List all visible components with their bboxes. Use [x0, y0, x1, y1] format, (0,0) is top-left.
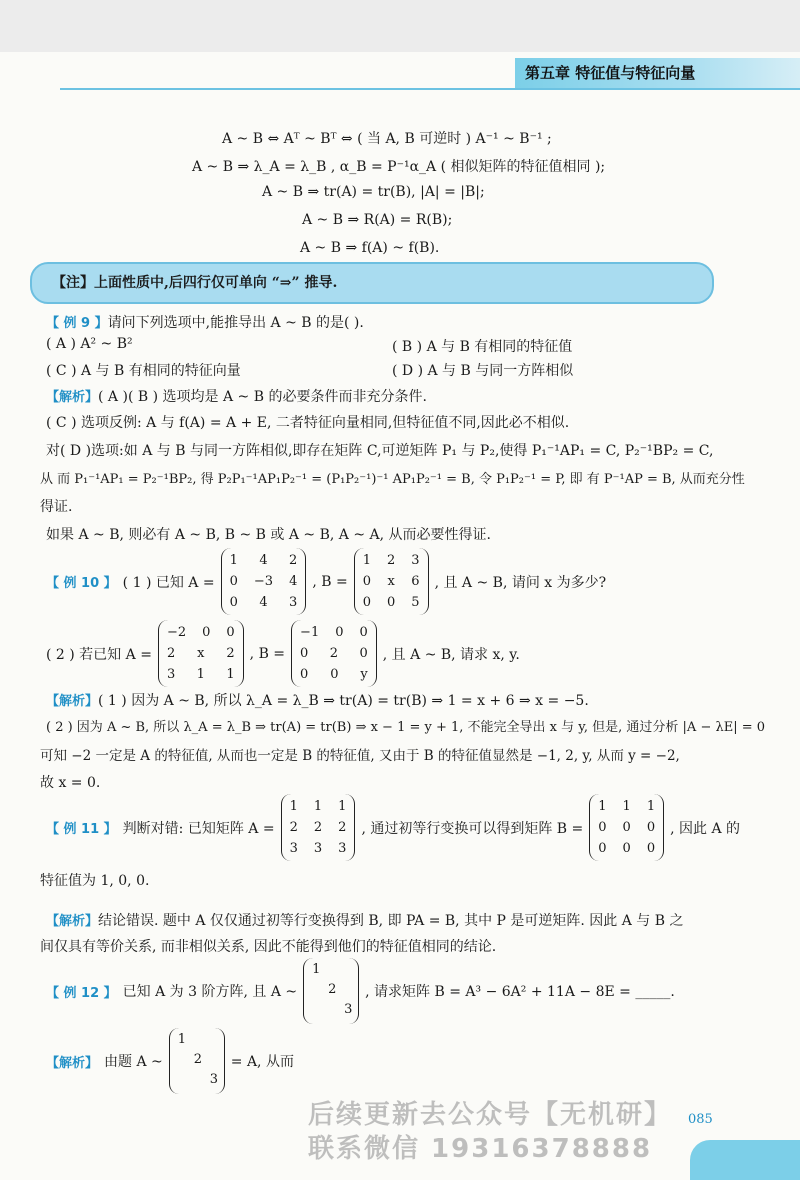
matrix-cell: 1	[338, 799, 347, 814]
example-9-solution-4: 从 而 P₁⁻¹AP₁ = P₂⁻¹BP₂, 得 P₂P₁⁻¹AP₁P₂⁻¹ = (P₁P₂⁻¹)⁻¹ AP₁P₂⁻¹ = B, 令 P₁P₂⁻¹ = P, 即 有 P⁻¹AP = B, 从而充分性	[40, 472, 745, 487]
property-line-5: A ~ B ⇒ f(A) ~ f(B).	[300, 240, 440, 256]
matrix-b	[354, 548, 429, 615]
solution-text: ( A )( B ) 选项均是 A ~ B 的必要条件而非充分条件.	[98, 389, 427, 405]
matrix-cell: 0	[229, 595, 238, 610]
example-11-tag: 【 例 11 】	[46, 822, 117, 837]
matrix-cell: 1	[646, 799, 656, 814]
option-c: ( C ) A 与 B 有相同的特征向量	[46, 363, 241, 379]
corner-decoration	[690, 1140, 800, 1180]
matrix-cell: 0	[202, 625, 211, 640]
matrix-cell: 2	[313, 820, 323, 835]
example-9-text: 请问下列选项中,能推导出 A ~ B 的是( ).	[107, 315, 364, 331]
matrix-cell: 3	[209, 1072, 219, 1087]
matrix-cell: 0	[330, 667, 339, 682]
matrix-cell: 0	[359, 646, 368, 661]
example-12-question	[46, 958, 675, 1024]
matrix-cell: 1	[362, 553, 371, 568]
option-a: ( A ) A² ~ B²	[46, 336, 133, 352]
matrix-cell: −1	[300, 625, 320, 640]
matrix-cell: 1	[177, 1032, 187, 1047]
matrix-cell: 0	[359, 625, 368, 640]
matrix-a3	[281, 794, 356, 861]
example-11-line-2: 特征值为 1, 0, 0.	[40, 873, 150, 889]
matrix-cell: 1	[598, 799, 607, 814]
matrix-cell: 3	[411, 553, 420, 568]
example-9-solution-3: 对( D )选项:如 A 与 B 与同一方阵相似,即存在矩阵 C,可逆矩阵 P₁ 与 P₂,使得 P₁⁻¹AP₁ = C, P₂⁻¹BP₂ = C,	[46, 443, 714, 459]
matrix-cell: 3	[289, 841, 298, 856]
property-line-2: A ~ B ⇒ λ_A = λ_B , α_B = P⁻¹α_A ( 相似矩阵的特征值相同 );	[192, 159, 606, 175]
matrix-cell: x	[197, 646, 205, 661]
matrix-cell: 3	[344, 1002, 353, 1017]
b-equals: , B =	[249, 645, 286, 662]
matrix-cell: 2	[193, 1052, 203, 1067]
example-10-part2-suffix: , 且 A ~ B, 请求 x, y.	[382, 646, 520, 663]
matrix-cell: 0	[229, 574, 238, 589]
example-11-solution-1	[46, 910, 684, 930]
matrix-b2	[291, 620, 377, 687]
matrix-cell: −3	[253, 574, 274, 589]
example-12-solution	[46, 1028, 294, 1094]
example-10-solution-3: 可知 −2 一定是 A 的特征值, 从而也一定是 B 的特征值, 又由于 B 的特征值显然是 −1, 2, y, 从而 y = −2,	[40, 748, 680, 764]
top-margin	[0, 0, 800, 52]
matrix-cell: 2	[226, 646, 235, 661]
solution-tag: 【解析】	[46, 390, 99, 405]
solution-tag: 【解析】	[46, 1055, 99, 1071]
example-11-prefix: 判断对错: 已知矩阵 A =	[122, 820, 275, 837]
option-d: ( D ) A 与 B 与同一方阵相似	[392, 363, 574, 379]
example-10-part1-prefix: ( 1 ) 已知 A =	[122, 574, 215, 591]
matrix-cell: 1	[196, 667, 205, 682]
example-10-tag: 【 例 10 】	[46, 576, 117, 591]
matrix-cell: 2	[329, 646, 339, 661]
matrix-cell: 0	[646, 820, 656, 835]
example-10-part-1	[46, 548, 606, 615]
matrix-cell: 4	[259, 595, 268, 610]
note-text: 【注】上面性质中,后四行仅可单向 “⇒” 推导.	[52, 275, 338, 291]
solution-suffix: = A, 从而	[230, 1054, 294, 1070]
header-rule	[60, 88, 800, 90]
matrix-cell: 0	[362, 574, 371, 589]
example-11-middle: , 通过初等行变换可以得到矩阵 B =	[361, 820, 584, 837]
solution-text: ( 1 ) 因为 A ~ B, 所以 λ_A = λ_B ⇒ tr(A) = tr(B) ⇒ 1 = x + 6 ⇒ x = −5.	[98, 693, 589, 709]
example-9-solution-5: 得证.	[40, 499, 73, 515]
matrix-cell: 0	[226, 625, 235, 640]
example-12-suffix: , 请求矩阵 B = A³ − 6A² + 11A − 8E = _____.	[365, 984, 675, 1000]
chapter-title: 第五章 特征值与特征向量	[525, 64, 696, 82]
example-9-tag: 【 例 9 】	[46, 316, 108, 331]
example-12-tag: 【 例 12 】	[46, 985, 117, 1001]
matrix-cell: 0	[646, 841, 656, 856]
matrix-cell: 2	[338, 820, 347, 835]
matrix-cell: x	[387, 574, 395, 589]
matrix-cell: 2	[387, 553, 396, 568]
matrix-cell: 0	[598, 841, 607, 856]
example-9-solution-2: ( C ) 选项反例: A 与 f(A) = A + E, 二者特征向量相同,但特征值不同,因此必不相似.	[46, 415, 570, 431]
example-9-solution-1	[46, 386, 427, 406]
example-12-prefix: 已知 A 为 3 阶方阵, 且 A ~	[122, 984, 298, 1000]
matrix-cell: 4	[259, 553, 268, 568]
example-10-part-2	[46, 620, 520, 687]
diagonal-matrix	[169, 1028, 225, 1094]
matrix-cell: 4	[289, 574, 298, 589]
matrix-cell: 2	[166, 646, 176, 661]
matrix-cell: 1	[622, 799, 631, 814]
example-11-suffix: , 因此 A 的	[670, 820, 741, 837]
page-number: 085	[688, 1112, 713, 1127]
example-9-question	[46, 312, 364, 332]
matrix-a	[221, 548, 307, 615]
matrix-cell: 2	[289, 820, 298, 835]
property-line-3: A ~ B ⇒ tr(A) = tr(B), |A| = |B|;	[262, 184, 485, 200]
matrix-cell: 2	[328, 982, 337, 997]
example-10-part2-prefix: ( 2 ) 若已知 A =	[46, 646, 152, 663]
matrix-cell: 1	[312, 962, 321, 977]
matrix-cell: 3	[313, 841, 323, 856]
example-10-part1-suffix: , 且 A ~ B, 请问 x 为多少?	[434, 574, 607, 591]
b-equals: , B =	[312, 573, 348, 590]
example-10-solution-2: ( 2 ) 因为 A ~ B, 所以 λ_A = λ_B ⇒ tr(A) = tr(B) ⇒ x − 1 = y + 1, 不能完全导出 x 与 y, 但是, 通过分析 |A − λE| = 0	[46, 720, 766, 735]
matrix-cell: 1	[229, 553, 238, 568]
matrix-cell: 1	[289, 799, 298, 814]
example-9-solution-6: 如果 A ~ B, 则必有 A ~ B, B ~ B 或 A ~ B, A ~ A, 从而必要性得证.	[46, 527, 491, 543]
diagonal-matrix	[303, 958, 359, 1024]
property-line-1: A ~ B ⇔ Aᵀ ~ Bᵀ ⇔ ( 当 A, B 可逆时 ) A⁻¹ ~ B⁻¹ ;	[222, 131, 552, 147]
matrix-cell: 0	[300, 667, 309, 682]
matrix-cell: 0	[335, 625, 344, 640]
matrix-a2	[158, 620, 244, 687]
matrix-cell: 6	[411, 574, 420, 589]
matrix-cell: 0	[598, 820, 607, 835]
example-11-solution-2: 间仅具有等价关系, 而非相似关系, 因此不能得到他们的特征值相同的结论.	[40, 939, 497, 955]
matrix-cell: 0	[622, 841, 631, 856]
matrix-cell: 2	[289, 553, 298, 568]
solution-text: 结论错误. 题中 A 仅仅通过初等行变换得到 B, 即 PA = B, 其中 P 是可逆矩阵. 因此 A 与 B 之	[98, 913, 684, 929]
solution-prefix: 由题 A ~	[104, 1054, 163, 1070]
property-line-4: A ~ B ⇒ R(A) = R(B);	[302, 212, 453, 228]
example-10-solution-1	[46, 690, 589, 710]
option-b: ( B ) A 与 B 有相同的特征值	[392, 339, 573, 355]
matrix-cell: 5	[411, 595, 420, 610]
watermark-line-2: 联系微信 19316378888	[308, 1134, 653, 1164]
matrix-cell: 3	[338, 841, 347, 856]
solution-tag: 【解析】	[46, 694, 99, 709]
matrix-cell: 0	[387, 595, 396, 610]
example-10-solution-4: 故 x = 0.	[40, 775, 101, 791]
matrix-cell: 3	[289, 595, 298, 610]
matrix-b3	[589, 794, 664, 861]
matrix-cell: 0	[362, 595, 371, 610]
matrix-cell: −2	[166, 625, 187, 640]
solution-tag: 【解析】	[46, 914, 99, 929]
matrix-cell: 1	[226, 667, 235, 682]
matrix-cell: 0	[300, 646, 309, 661]
watermark-line-1: 后续更新去公众号【无机研】	[308, 1100, 673, 1130]
matrix-cell: 0	[622, 820, 631, 835]
matrix-cell: 1	[313, 799, 323, 814]
matrix-cell: y	[360, 667, 368, 682]
matrix-cell: 3	[166, 667, 176, 682]
example-11-question	[46, 794, 740, 861]
